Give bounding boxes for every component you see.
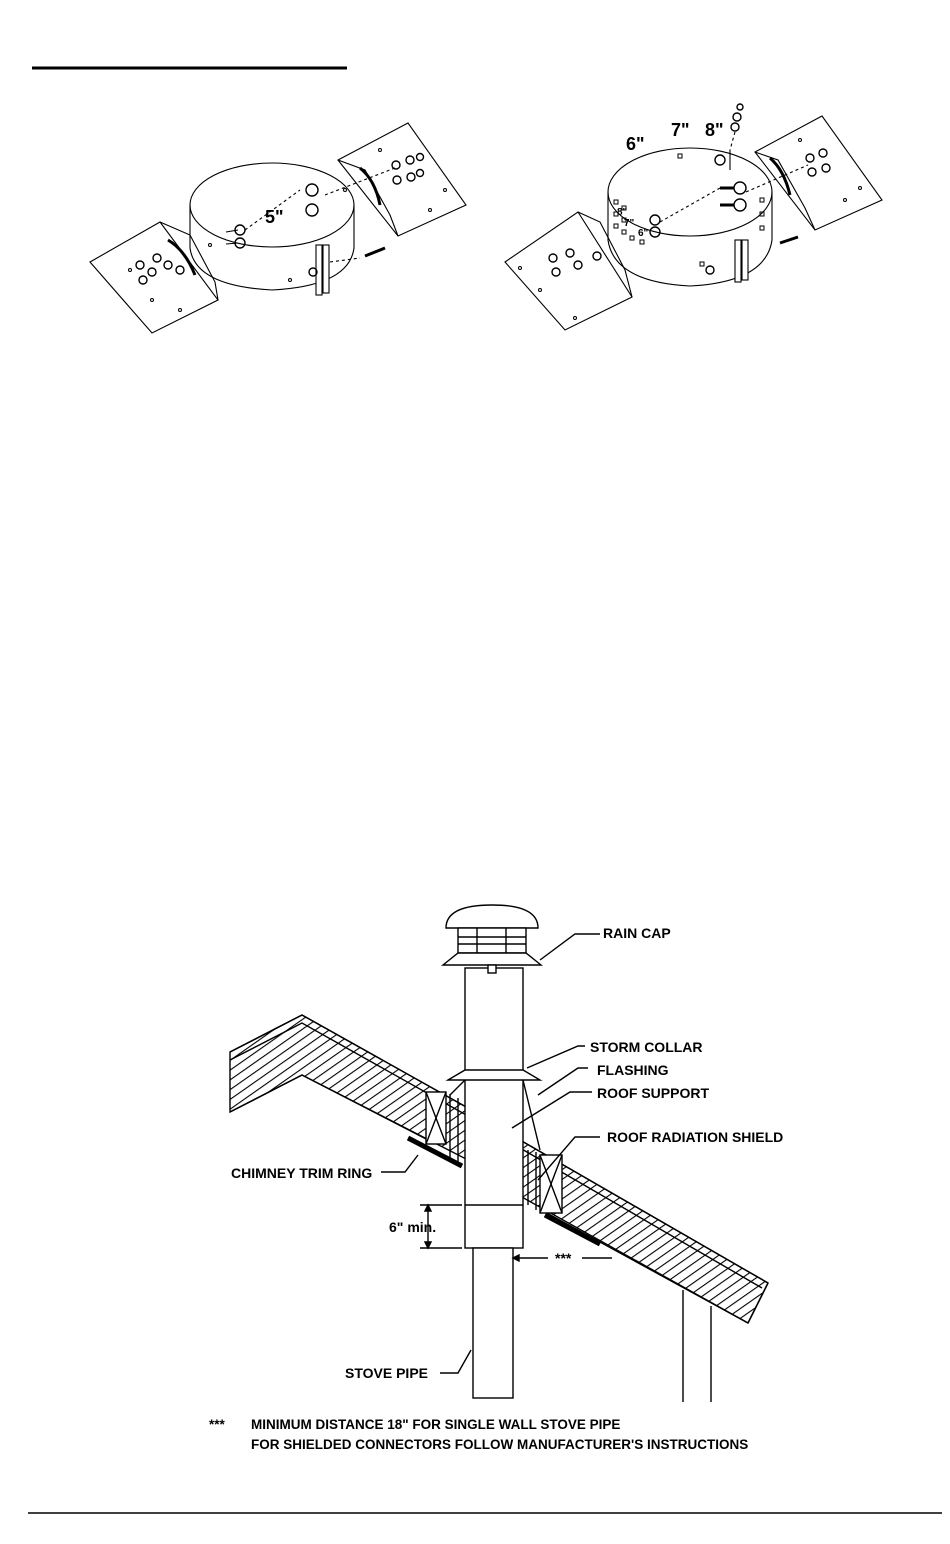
label-min-clearance: 6" min. <box>389 1219 437 1235</box>
label-distance-marker: *** <box>555 1250 572 1266</box>
note-line-1: MINIMUM DISTANCE 18" FOR SINGLE WALL STOVE PIPE <box>251 1417 621 1432</box>
stove-pipe-body <box>473 1248 513 1398</box>
label-roof-support: ROOF SUPPORT <box>597 1085 710 1101</box>
label-chimney-trim-ring: CHIMNEY TRIM RING <box>231 1165 373 1181</box>
chimney-pipe <box>465 968 523 1248</box>
storm-collar <box>448 1070 540 1080</box>
installation-diagram <box>230 905 768 1402</box>
note-marker: *** <box>209 1417 225 1432</box>
note-line-2: FOR SHIELDED CONNECTORS FOLLOW MANUFACTURER'S INSTRUCTIONS <box>251 1437 749 1452</box>
label-stove-pipe: STOVE PIPE <box>345 1365 428 1381</box>
label-storm-collar: STORM COLLAR <box>590 1039 703 1055</box>
label-rain-cap: RAIN CAP <box>603 925 671 941</box>
bracket-678in-inner-label-7: 7" <box>624 218 635 229</box>
label-flashing: FLASHING <box>597 1062 669 1078</box>
bracket-678in-inner-label-8: 8" <box>617 207 628 218</box>
bracket-678in-figure <box>505 104 882 330</box>
bracket-678in-size-label-7: 7" <box>671 120 690 140</box>
rain-cap <box>446 905 538 928</box>
bracket-5in-figure <box>90 123 466 333</box>
label-roof-radiation-shield: ROOF RADIATION SHIELD <box>607 1129 784 1145</box>
bracket-678in-size-label-6: 6" <box>626 134 645 154</box>
bracket-678in-size-label-8: 8" <box>705 120 724 140</box>
bracket-678in-inner-label-6: 6" <box>638 228 649 239</box>
bracket-5in-size-label: 5" <box>265 207 284 227</box>
